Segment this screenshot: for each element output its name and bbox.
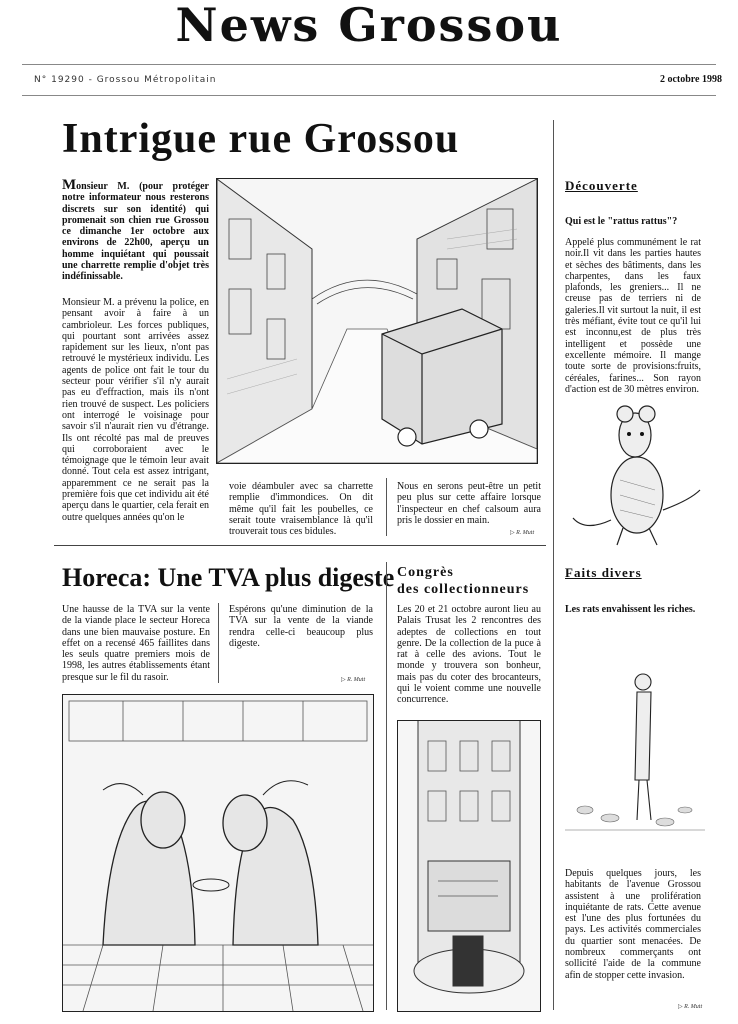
horeca-divider	[218, 603, 219, 683]
discovery-section-title: Découverte	[565, 178, 638, 193]
congres-headline-line1: Congrès	[397, 565, 454, 580]
discovery-kicker: Qui est le "rattus rattus"?	[565, 216, 678, 227]
horeca-headline: Horeca: Une TVA plus digeste	[62, 563, 395, 592]
lead-paragraph	[62, 177, 209, 283]
column-divider	[386, 478, 387, 536]
man-drawing	[565, 660, 705, 840]
faits-divers-credit: ▷ R. Mutt	[678, 1003, 702, 1010]
faits-divers-kicker: Les rats envahissent les riches.	[565, 604, 696, 615]
top-rule	[22, 64, 716, 65]
man-illustration	[565, 660, 705, 840]
lead-paragraph-text: onsieur M. (pour protéger notre informateur nous resterons discrets sur son identité) qui promenait son chien rue Grossou ce dimanche 1er octobre aux environs de 22h00, aperçu un homme inquiétant qui poussait une charrette remplie d'objet très indéfinissable.	[62, 181, 209, 283]
tower-illustration	[397, 720, 541, 1012]
congres-headline	[397, 564, 529, 598]
horeca-body-col1: Une hausse de la TVA sur la vente de la viande place le secteur Horeca dans une bien mauvaise posture. En effet on a recensé 465 faillites dans les seuls quatre premiers mois de 1998, les autres établissements étant presque sur le fil du rasoir.	[62, 604, 210, 683]
sidebar-divider	[553, 120, 554, 1010]
section-rule	[54, 545, 546, 546]
issue-date: 2 octobre 1998	[659, 74, 722, 85]
congres-body: Les 20 et 21 octobre auront lieu au Palais Trusat les 2 rencontres des adeptes de collections en tout genre. De la collection de la puce à rat à celle des avions. Tout le monde y trouvera son bonheur, mais pas du coter des brocanteurs, qui le voient comme une nouvelle concurrence.	[397, 604, 541, 706]
dateline-rule	[22, 95, 716, 96]
lead-credit: ▷ R. Mutt	[510, 529, 534, 536]
rat-drawing	[565, 400, 705, 550]
lead-body-col2: voie déambuler avec sa charrette remplie d'immondices. On dit même qu'il fait les poubelles, ce serait toute vraisemblance là qu'il trouverait tous ces bidules.	[229, 481, 373, 538]
horeca-credit: ▷ R. Mutt	[341, 676, 365, 683]
kitchen-illustration	[62, 694, 374, 1012]
discovery-body: Appelé plus communément le rat noir.Il vit dans les parties hautes et sèches des bâtiments, dans les charpentes, dans les faux plafonds, les greniers... Il ne creuse pas de terriers ni de galeries.Il vit surtout la nuit, il est très méfiant, évite tout ce qu'il lui est inconnu,est de plus très intelligent et possède une excellente mémoire. Il mange toute sorte de provisions:fruits, céréales, farines... Son rayon d'action est de 30 mètres environ.	[565, 237, 701, 395]
tower-drawing	[398, 721, 540, 1011]
lead-headline: Intrigue rue Grossou	[62, 116, 460, 162]
lead-dropcap: M	[62, 177, 77, 193]
faits-divers-body: Depuis quelques jours, les habitants de l'avenue Grossou assistent à une prolifération inquiétante de rats. Cette avenue est l'une des plus fortunées du pays. Les activités commerciales du quartier sont menacées. De nombreux commerçants ont sollicité l'aide de la commune afin de stopper cette invasion.	[565, 868, 701, 981]
kitchen-drawing	[63, 695, 373, 1011]
faits-divers-section-title: Faits divers	[565, 565, 642, 580]
street-illustration	[216, 178, 538, 464]
rat-illustration	[565, 400, 705, 550]
lead-body-col3: Nous en serons peut-être un petit peu plus sur cette affaire lorsque l'inspecteur en chef calsoum aura pris le dossier en main.	[397, 481, 541, 526]
issue-line: N° 19290 - Grossou Métropolitain	[34, 75, 217, 85]
horeca-body-col2: Espérons qu'une diminution de la TVA sur la vente de la viande rendra celle-ci beaucoup plus digeste.	[229, 604, 373, 649]
congres-headline-line2: des collectionneurs	[397, 582, 530, 597]
masthead-title: News Grossou	[175, 0, 563, 52]
congres-divider	[386, 562, 387, 1010]
street-drawing	[217, 179, 537, 463]
lead-body-col1: Monsieur M. a prévenu la police, en pensant avoir à faire à un cambrioleur. Les forces publiques, qui pourtant sont arrivées assez rapidement sur les lieux, n'ont pas retrouvé le mystérieux individu. Les agents de police ont fait le tour du secteur pour vérifier s'il n'y aurait pas eu d'effraction, mais ils n'ont rien trouvé de suspect. Les policiers ont interrogé le voisinage pour savoir s'il n'aurait rien vu d'étrange. Ils ont récolté pas mal de preuves qui corroboraient avec le témoignage que le témoin leur avait donné. Tout cela est assez intrigant, apparemment ce ne serait pas la première fois que cet individu ait été aperçu dans le quartier, cela ferait en outre quelques années qu'on le	[62, 297, 210, 523]
